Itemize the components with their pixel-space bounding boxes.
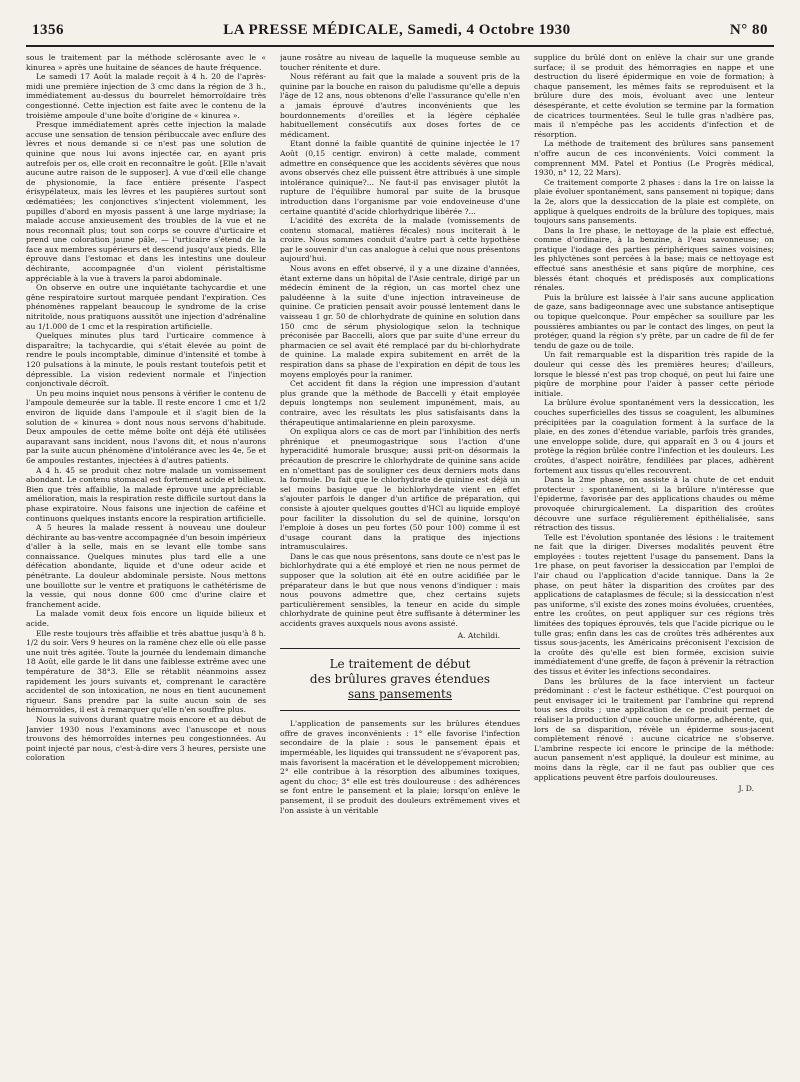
paragraph: Nous référant au fait que la malade a souvent pris de la quinine par la bouche en raison du paludisme qu'elle a depuis l'âge de 12 ans, nous obtenons d'elle l'assurance qu'elle n'en a jamais éprouvé d'autres inconvénients que les bourdonnements d'oreilles et la légère céphalée habituellement consécutifs aux doses fortes de ce médicament. [280,72,520,139]
issue-number: N° 80 [729,22,768,38]
paragraph: La méthode de traitement des brûlures sans pansement n'offre aucun de ces inconvénients. Voici comment la comprennent MM. Patel et Pontius (Le Progrès médical, 1930, n° 12, 22 Mars). [534,139,774,178]
paragraph: Quelques minutes plus tard l'urticaire commence à disparaître; la tachycardie, qui s'était élevée au point de rendre le pouls incomptable, diminue d'intensité et tombe à 120 pulsations à la minute, le pouls restant toutefois petit et dépressible. La vision redevient normale et l'injection conjonctivale décroît. [26,331,266,389]
paragraph: Dans la 2me phase, on assiste à la chute de cet enduit protecteur : spontanément, si la brûlure n'intéresse que l'épiderme, favorisée par des applications chaudes ou même provoquée chirurgicalement. La disparition des croûtes découvre une surface régulièrement épithélialisée, sans rétraction des tissus. [534,475,774,533]
paragraph: Dans la 1re phase, le nettoyage de la plaie est effectué, comme d'ordinaire, à la benzine, à l'eau savonneuse; on pratique l'iodage des parties périphériques saines voisines; les phlyctènes sont percées à la base; mais ce nettoyage est effectué sans anesthésie et sans piqûre de morphine, ces blessés étant choqués et prédisposés aux complications rénales. [534,225,774,293]
paragraph: Nous avons en effet observé, il y a une dizaine d'années, étant externe dans un hôpital de l'Asie centrale, dirigé par un médecin éminent de la région, un cas mortel chez une paludéenne à la suite d'une injection intraveineuse de quinine. Ce praticien pensait avoir poussé lentement dans le vaisseau 1 gr. 50 de chlorhydrate de quinine en solution dans 150 cmc de sérum physiologique selon la technique préconisée par Baccelli, alors que par suite d'une erreur du pharmacien ce sel avait été remplacé par du bi-chlorhydrate de quinine. La malade expira subitement en arrêt de la respiration dans sa phase de l'expiration en dépit de tous les moyens employés pour la ranimer. [280,264,520,379]
paragraph: Le samedi 17 Août la malade reçoit à 4 h. 20 de l'après-midi une première injection de 3 cmc dans la région de 3 h., immédiatement au-dessus du bourrelet hémorroïdaire très congestionné. Cette injection est faite avec le contenu de la troisième ampoule d'une boîte d'origine de « kinurea ». [26,72,266,120]
article2-title-line1: Le traitement de début [329,657,471,672]
paragraph: Telle est l'évolution spontanée des lésions : le traitement ne fait que la diriger. Diverses modalités peuvent être employées : toutes rejettent l'usage du pansement. Dans la 1re phase, on peut favoriser la dessiccation par l'emploi de l'air chaud ou l'application d'acide tannique. Dans la 2e phase, on peut hâter la disparition des croûtes par des applications de cataplasmes de fécule; si la dessiccation n'est pas uniforme, s'il existe des zones moins évoluées, cruentées, entre les croûtes, on peut appliquer sur ces régions très limitées des topiques éprouvés, tels que l'acide picrique ou le tulle gras; enfin dans les cas de croûtes très adhérentes aux tissus sous-jacents, les Américains préconisent l'excision de la croûte dès qu'elle est bien formée, excision suivie immédiatement d'une greffe, de façon à prévenir la rétraction des tissus et éviter les infections secondaires. [534,532,774,676]
paragraph: Etant donné la faible quantité de quinine injectée le 17 Août (0,15 centigr. environ) à cette malade, comment admettre en conséquence que les accidents sévères que nous avons observés chez elle puissent être attribués à une simple intolérance quinique?... Ne faut-il pas envisager plutôt la rupture de l'équilibre humoral par suite de la brusque introduction dans l'organisme par voie endoveineuse d'une certaine quantité d'acide chlorhydrique libérée ?... [280,139,520,216]
paragraph: jaune rosâtre au niveau de laquelle la muqueuse semble au toucher rénitente et dure. [280,53,520,72]
paragraph: On expliqua alors ce cas de mort par l'inhibition des nerfs phrénique et pneumogastrique sous l'action d'une hyperacidité humorale brusque; aussi prit-on désormais la précaution de prescrire le chlorhydrate de quinine sans acide en n'omettant pas de souligner ces deux derniers mots dans la formule. Du fait que le chlorhydrate de quinine est déjà un sel moins basique que le bichlorhydrate vient en effet s'ajouter parfois le danger d'un artifice de préparation, qui consiste à ajouter quelques gouttes d'HCl au liquide employé pour faciliter la dissolution du sel de quinine, lorsqu'on l'emploie à doses un peu fortes (50 pour 100) comme il est d'usage courant dans la pratique des injections intramusculaires. [280,427,520,552]
page-number: 1356 [32,22,64,38]
column-2 [280,53,520,1063]
article2-title-box [280,648,520,711]
column-1 [26,53,266,1063]
column-3 [534,53,774,1063]
article2-continuation [534,53,774,782]
paragraph: A 5 heures la malade ressent à nouveau une douleur déchirante au bas-ventre accompagnée d'un besoin impérieux d'aller à la selle, mais en se levant elle tombe sans connaissance. Quelques minutes plus tard elle a une défécation abondante, liquide et d'une odeur acide et pénétrante. La douleur abdominale persiste. Nous mettons une bouillotte sur le ventre et pratiquons le cathétérisme de la vessie, qui nous donne 600 cmc d'urine claire et franchement acide. [26,523,266,609]
header-rule [26,45,774,47]
paragraph: A 4 h. 45 se produit chez notre malade un vomissement abondant. Le contenu stomacal est fortement acide et bilieux. Bien que très affaiblie, la malade éprouve une appréciable amélioration, mais la respiration reste difficile surtout dans la phase expiratoire. Nous faisons une injection de caféine et continuons quelques instants encore la respiration artificielle. [26,465,266,523]
paragraph: La malade vomit deux fois encore un liquide bilieux et acide. [26,609,266,629]
article-columns [26,53,774,1063]
paragraph: Dans le cas que nous présentons, sans doute ce n'est pas le bichlorhydrate qui a été employé et rien ne nous permet de supposer que la solution ait été en outre acidifiée par le préparateur dans le but que nous venons d'indiquer : mais nous pouvons admettre que, chez certains sujets particulièrement sensibles, la teneur en acide du simple chlorhydrate de quinine peut être suffisante à déterminer les accidents graves auxquels nous avons assisté. [280,551,520,629]
article2-signature: J. D. [738,784,754,794]
paragraph: Nous la suivons durant quatre mois encore et au début de Janvier 1930 nous l'examinons avec l'anuscope et nous trouvons des hémorroïdes internes peu congestionnées. Au point injecté par nous, c'est-à-dire vers 3 heures, persiste une coloration [26,714,266,763]
journal-title: LA PRESSE MÉDICALE, Samedi, 4 Octobre 1930 [223,22,571,38]
article2-title-line2: des brûlures graves étendues [309,672,491,687]
article2-start [280,719,520,815]
paragraph: On observe en outre une inquiétante tachycardie et une gêne respiratoire surtout marquée pendant l'expiration. Ces phénomènes rappelant beaucoup le syndrome de la crise nitritoïde, nous pratiquons aussitôt une injection d'adrénaline au 1/1.000 de 1 cmc et la respiration artificielle. [26,283,266,331]
paragraph: Puis la brûlure est laissée à l'air sans aucune application de gaze, sans badigeonnage avec une substance antiseptique ou topique quelconque. Pour empêcher sa souillure par les poussières ambiantes ou par le contact des linges, on peut la protéger, quand la région s'y prête, par un cadre de fil de fer tendu de gaze ou de toile. [534,292,774,350]
paragraph: supplice du brûlé dont on enlève la chair sur une grande surface; il se produit des hémorragies en nappe et une destruction du liseré épidermique en voie de formation; à chaque pansement, les mêmes faits se reproduisent et la brûlure dure des mois, évoluant avec une lenteur désespérante, et cette évolution se termine par la formation de cicatrices tourmentées. Seul le tulle gras n'adhère pas, mais il n'empêche pas les accidents d'infection et de résorption. [534,53,774,139]
paragraph: sous le traitement par la méthode sclérosante avec le « kinurea » après une huitaine de séances de haute fréquence. [26,53,266,72]
paragraph: Elle reste toujours très affaiblie et très abattue jusqu'à 8 h. 1/2 du soir. Vers 9 heures on la ramène chez elle où elle passe une nuit très agitée. Toute la journée du lendemain dimanche 18 Août, elle garde le lit dans une faiblesse extrême avec une température de 38°3. Elle se rétablit néanmoins assez rapidement les jours suivants et, comprenant le caractère accidentel de son intoxication, ne nous en tient aucunement rigueur. Sans prendre par la suite aucun soin de ses hémorroïdes, il est à remarquer qu'elle n'en souffre plus. [26,628,266,715]
paragraph: Cet accident fit dans la région une impression d'autant plus grande que la méthode de Baccelli y était employée depuis longtemps non seulement impunément, mais, au contraire, avec les résultats les plus satisfaisants dans la thérapeutique antimalarienne en plein paroxysme. [280,379,520,427]
paragraph: Dans les brûlures de la face intervient un facteur prédominant : c'est le facteur esthétique. C'est pourquoi on peut envisager ici le traitement par l'ambrine qui reprend tous ses droits ; une application de ce produit permet de réaliser la production d'une couche uniforme, adhérente, qui, lors de sa disparition, révèle un épiderme sous-jacent complètement rénové : aucune cicatrice ne s'observe. L'ambrine respecte ici encore le principe de la méthode: aucun pansement n'est appliqué, la douleur est minime, au moins dans la règle, car il ne faut pas oublier que ces applications peuvent être parfois douloureuses. [534,676,774,782]
article2-title [280,657,520,702]
article1-continuation [280,53,520,629]
article1-signature: A. Atchildi. [457,630,500,640]
paragraph: Un fait remarquable est la disparition très rapide de la douleur qui cesse dès les premières heures; d'ailleurs, lorsque le blessé n'est pas trop choqué, on peut lui faire une piqûre de morphine pour l'aider à passer cette période initiale. [534,350,774,398]
paragraph: La brûlure évolue spontanément vers la dessiccation, les couches superficielles des tissus se coagulent, les albumines précipitées par la coagulation forment à la surface de la plaie, en des zones d'étendue variable, parfois très grandes, une enveloppe solide, dure, qui apparaît en 3 ou 4 jours et protège la région brûlée contre l'infection et les douleurs. Les croûtes, d'aspect noirâtre, fendillées par places, adhèrent fortement aux tissus qu'elles recouvrent. [534,398,774,475]
paragraph: Presque immédiatement après cette injection la malade accuse une sensation de tension péribuccale avec enflure des lèvres et nous demande si ce n'est pas une solution de quinine que nous lui avons injectée car, en ayant pris autrefois per os, elle croit en reconnaître le goût. [Elle n'avait aucune autre raison de le supposer]. A vue d'œil elle change de physionomie, la face entière présente l'aspect érisypélateux, mais les lèvres et les paupières surtout sont œdématiées; les conjonctives s'injectent violemment, les pupilles d'abord en myosis passent à une large mydriase; la malade accuse anxieusement des troubles de la vue et ne nous reconnaît plus; tout son corps se couvre d'urticaire et prend une coloration jaune pâle, — l'urticaire s'étend de la face aux membres supérieurs et descend jusqu'aux pieds. Elle éprouve dans l'estomac et dans les intestins une douleur déchirante, accompagnée d'un violent péristaltisme appréciable à la vue à travers la paroi abdominale. [26,120,266,283]
paragraph: L'acidité des excréta de la malade (vomissements de contenu stomacal, matières fécales) nous inciterait à le croire. Nous sommes conduit d'autre part à cette hypothèse par le souvenir d'un cas analogue à celui que nous présentons aujourd'hui. [280,216,520,264]
paragraph: Un peu moins inquiet nous pensons à vérifier le contenu de l'ampoule demeurée sur la table. Il reste encore 1 cmc et 1/2 environ de liquide dans l'ampoule et il s'agit bien de la solution de « kinurea » dont nous nous servons d'habitude. Deux ampoules de cette même boîte ont déjà été utilisées auparavant sans incident, nous l'avons dit, et nous n'aurons par la suite aucun phénomène d'intolérance avec les 4e, 5e et 6e ampoules restantes, injectées à d'autres patients. [26,388,266,465]
page-header [26,22,774,39]
paragraph: Ce traitement comporte 2 phases : dans la 1re on laisse la plaie évoluer spontanément, sans pansement ni topique; dans la 2e, alors que la dessiccation de la plaie est complète, on applique à quelques endroits de la brûlure des topiques, mais toujours sans pansements. [534,177,774,226]
article2-title-line3: sans pansements [347,687,453,702]
paragraph: L'application de pansements sur les brûlures étendues offre de graves inconvénients : 1° elle favorise l'infection secondaire de la plaie : sous le pansement épais et imperméable, les liquides qui transsudent ne s'évaporent pas, mais favorisent la macération et le développement microbien; 2° elle contribue à la résorption des albumines toxiques, agent du choc; 3° elle est très douloureuse : des adhérences se font entre le pansement et la plaie; lorsqu'on enlève le pansement, il se produit des douleurs extrêmement vives et l'on assiste à un véritable [280,719,520,815]
